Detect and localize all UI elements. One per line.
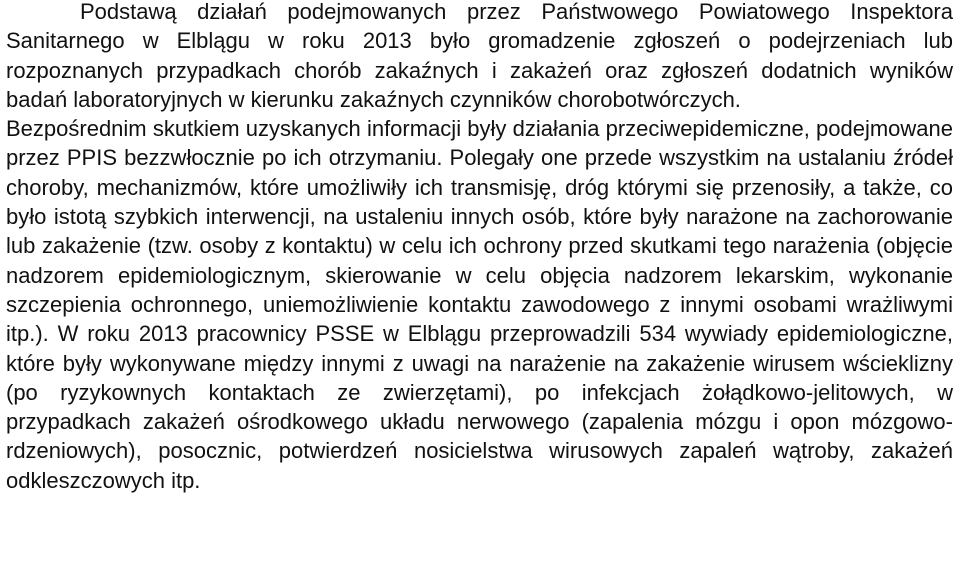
paragraph-2: Bezpośrednim skutkiem uzyskanych informacji były działania przeciwepidemiczne, podejmowane przez PPIS bezzwłocznie po ich otrzymaniu. Polegały one przede wszystkim na ustalaniu źródeł choroby, mechanizmów, które umożliwiły ich transmisję, dróg którymi się przenosiły, a także, co było istotą szybkich interwencji, na ustaleniu innych osób, które były narażone na zachorowanie lub zakażenie (tzw. osoby z kontaktu) w celu ich ochrony przed skutkami tego narażenia (objęcie nadzorem epidemiologicznym, skierowanie w celu objęcia nadzorem lekarskim, wykonanie szczepienia ochronnego, uniemożliwienie kontaktu zawodowego z innymi osobami wrażliwymi itp.). W roku 2013 pracownicy PSSE w Elblągu przeprowadzili 534 wywiady epidemiologiczne, które były wykonywane między innymi z uwagi na narażenie na zakażenie wirusem wścieklizny (po ryzykownych kontaktach ze zwierzętami), po infekcjach żołądkowo-jelitowych, w przypadkach zakażeń ośrodkowego układu nerwowego (zapalenia mózgu i opon mózgowo-rdzeniowych), posocznic, potwierdzeń nosicielstwa wirusowych zapaleń wątroby, zakażeń odkleszczowych itp. bbox=[6, 116, 953, 493]
paragraph-1: Podstawą działań podejmowanych przez Państwowego Powiatowego Inspektora Sanitarnego w Elblągu w roku 2013 było gromadzenie zgłoszeń o podejrzeniach lub rozpoznanych przypadkach chorób zakaźnych i zakażeń oraz zgłoszeń dodatnich wyników badań laboratoryjnych w kierunku zakaźnych czynników chorobotwórczych. bbox=[6, 0, 953, 112]
